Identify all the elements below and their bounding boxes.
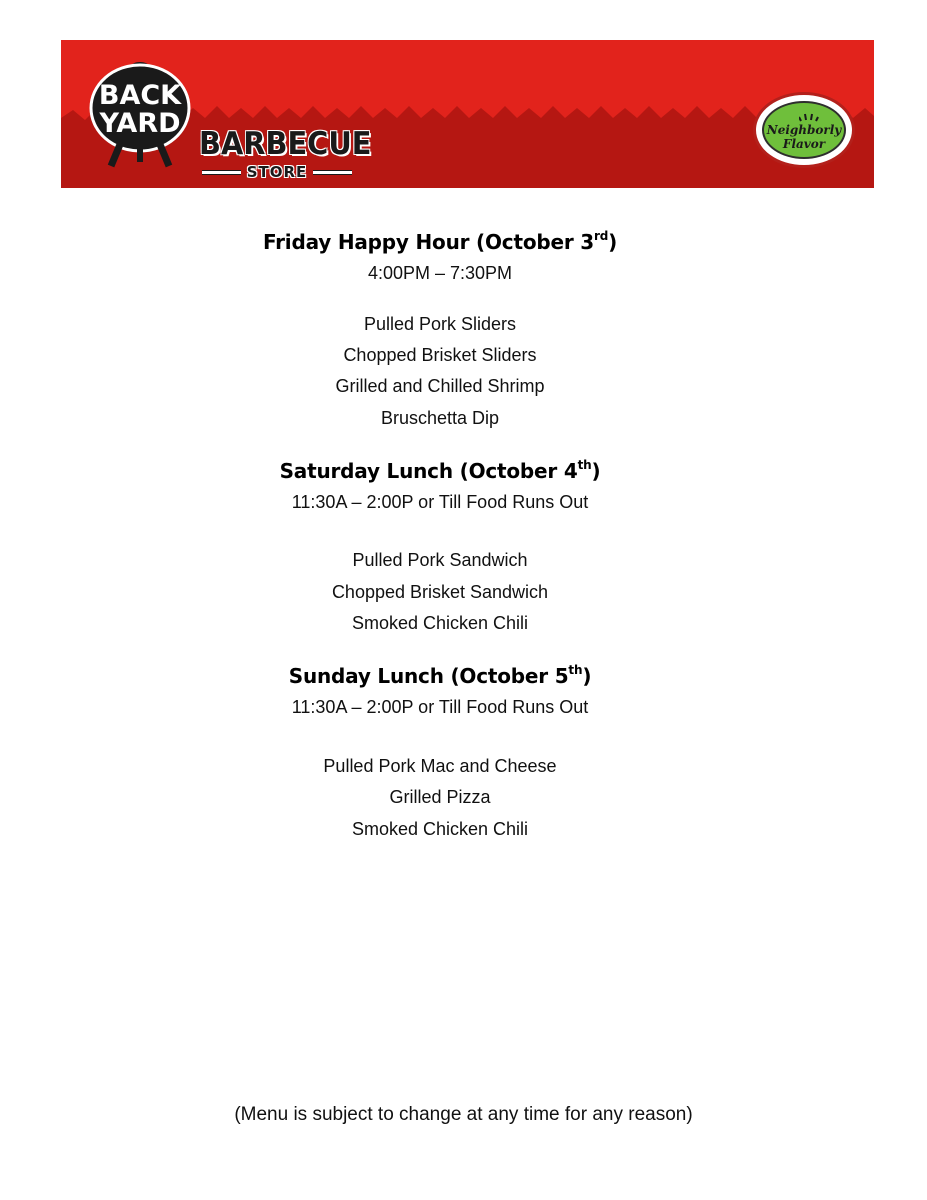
heading-close: ): [591, 459, 601, 483]
menu-item: Chopped Brisket Sliders: [343, 345, 537, 365]
menu-item: Grilled and Chilled Shrimp: [335, 376, 545, 396]
badge-inner: [762, 101, 846, 159]
badge-text: [764, 123, 844, 151]
section-heading-saturday: [186, 459, 694, 483]
menu-item: Smoked Chicken Chili: [351, 613, 529, 633]
sun-rays-icon: [799, 112, 819, 122]
heading-text: Saturday Lunch (October 4: [279, 459, 578, 483]
grill-logo: [87, 58, 193, 170]
menu-item: Chopped Brisket Sandwich: [331, 582, 549, 602]
section-heading-friday: [186, 230, 694, 254]
menu-item: Bruschetta Dip: [380, 408, 500, 428]
heading-close: ): [608, 230, 618, 254]
section-time: 11:30A – 2:00P or Till Food Runs Out: [291, 697, 589, 717]
heading-text: Friday Happy Hour (October 3: [262, 230, 594, 254]
neighborly-flavor-badge: [753, 92, 855, 168]
menu-content: [186, 0, 694, 1200]
heading-text: Sunday Lunch (October 5: [288, 664, 569, 688]
menu-item: Pulled Pork Mac and Cheese: [323, 756, 557, 776]
heading-ordinal: th: [568, 663, 583, 677]
badge-line-2: Flavor: [782, 137, 826, 151]
badge-line-1: Neighborly: [766, 123, 842, 137]
menu-item: Smoked Chicken Chili: [351, 819, 529, 839]
section-heading-sunday: [186, 664, 694, 688]
heading-close: ): [582, 664, 592, 688]
heading-ordinal: rd: [593, 229, 609, 243]
menu-item: Pulled Pork Sliders: [363, 314, 517, 334]
logo-word-yard: YARD: [99, 108, 181, 139]
menu-item: Grilled Pizza: [389, 787, 491, 807]
section-time: 11:30A – 2:00P or Till Food Runs Out: [291, 492, 589, 512]
menu-item: Pulled Pork Sandwich: [352, 550, 528, 570]
section-time: 4:00PM – 7:30PM: [367, 263, 513, 283]
disclaimer-note: (Menu is subject to change at any time for any reason): [234, 1104, 693, 1125]
logo-word-back: BACK: [98, 80, 182, 111]
heading-ordinal: th: [577, 458, 592, 472]
brand-subtitle: STORE: [246, 163, 308, 181]
brand-title: BARBECUE: [199, 126, 372, 162]
